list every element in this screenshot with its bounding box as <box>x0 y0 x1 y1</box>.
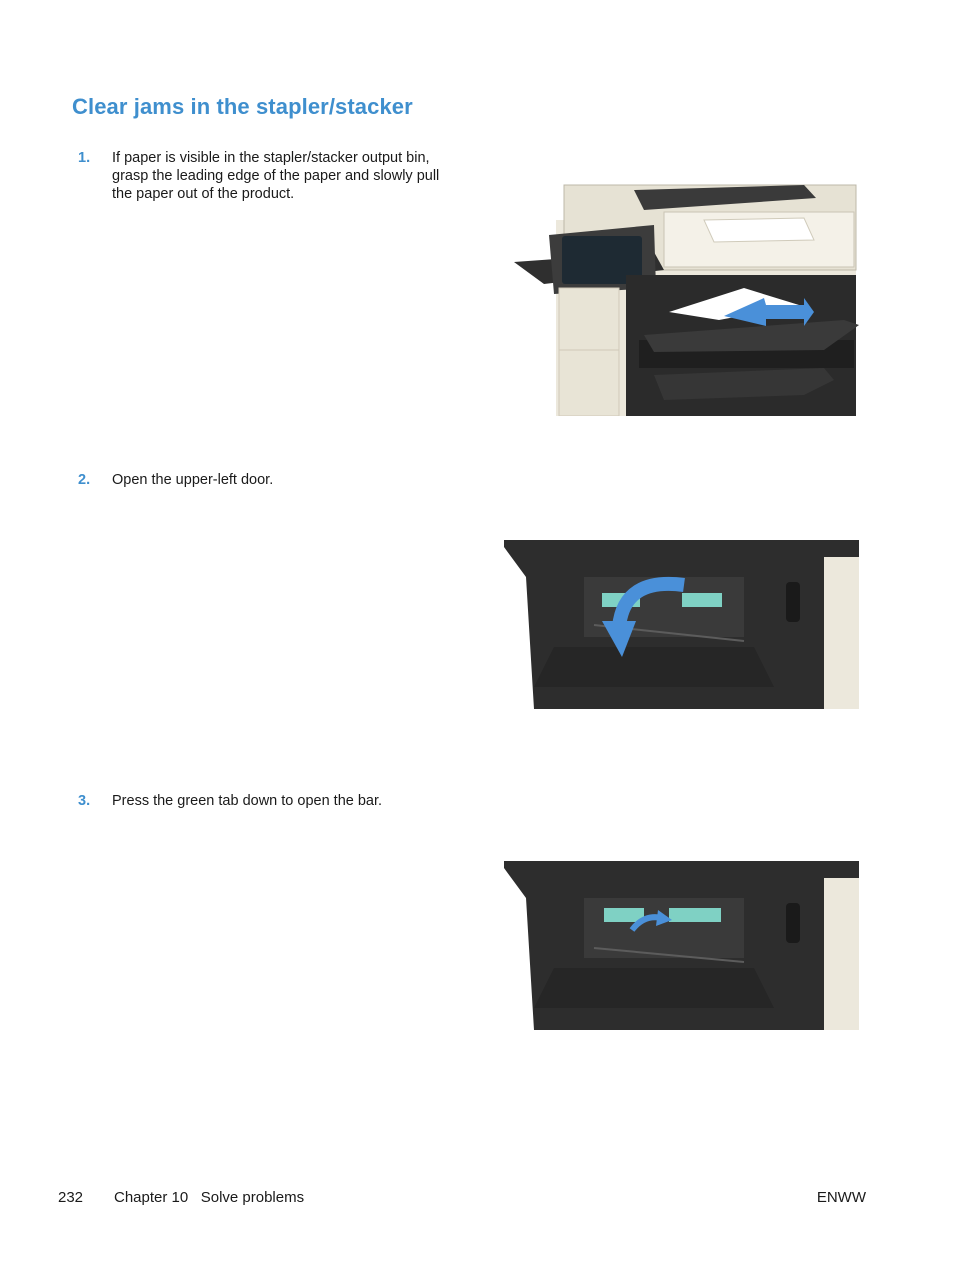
step-text: If paper is visible in the stapler/stacker output bin, grasp the leading edge of the paper and slowly pull the paper out of the product. <box>112 150 440 202</box>
chapter-title: Chapter 10 Solve problems <box>114 1189 305 1206</box>
doc-code: ENWW <box>816 1189 866 1206</box>
step-number: 2. <box>78 472 91 488</box>
green-tab-illustration <box>504 858 859 1030</box>
page-title: Clear jams in the stapler/stacker <box>72 94 413 119</box>
open-door-illustration <box>504 537 859 709</box>
step-text: Open the upper-left door. <box>112 472 274 488</box>
step-number: 1. <box>78 150 91 166</box>
page-number: 232 <box>58 1189 84 1206</box>
printer-output-bin-illustration <box>504 180 859 416</box>
step-number: 3. <box>78 793 91 809</box>
step-text: Press the green tab down to open the bar. <box>112 793 383 809</box>
